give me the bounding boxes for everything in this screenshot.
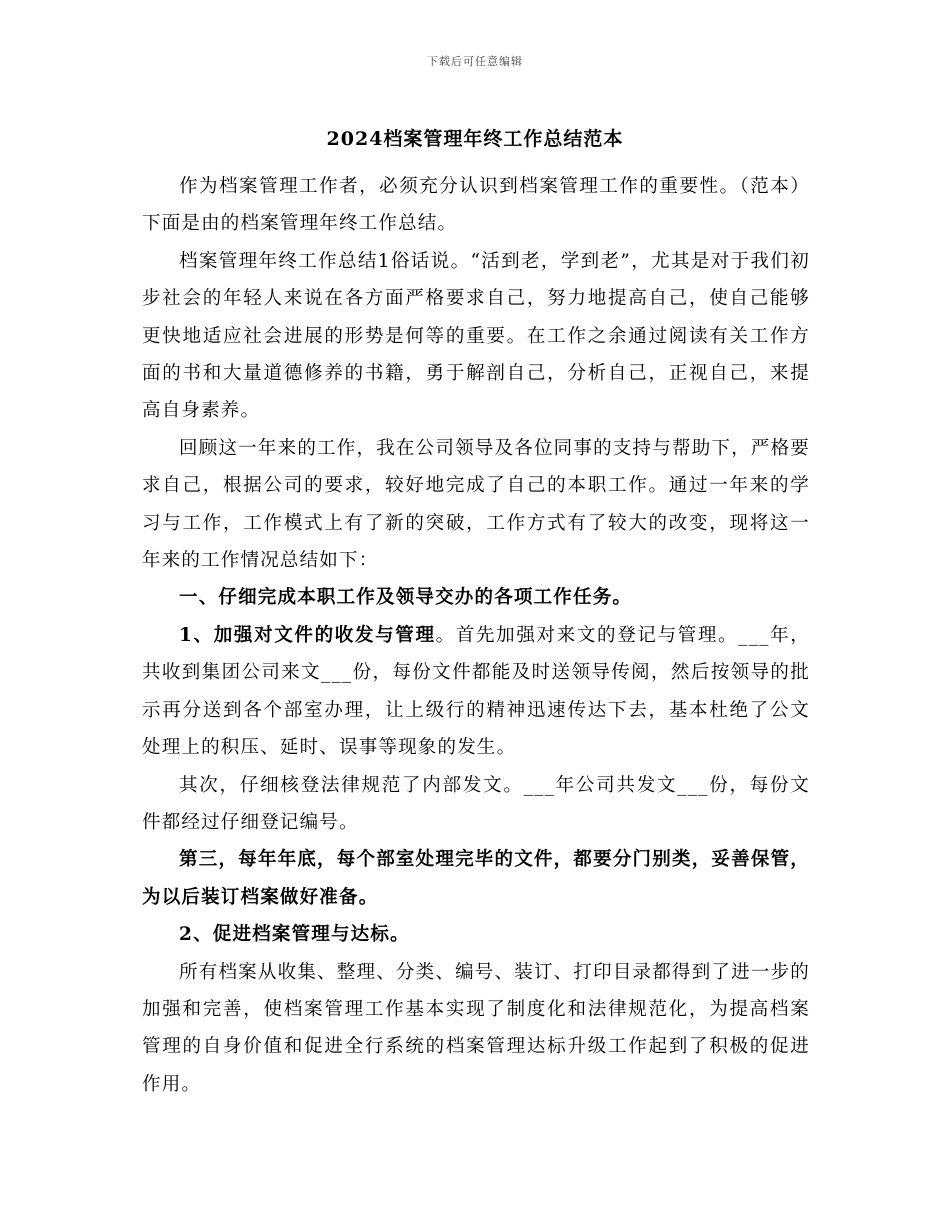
paragraph-document-management — [142, 617, 810, 767]
paragraph-archive-standard: 所有档案从收集、整理、分类、编号、装订、打印目录都得到了进一步的加强和完善，使档案管理工作基本实现了制度化和法律规范化，为提高档案管理的自身价值和促进全行系统的档案管理达标升级工作起到了积极的促进作用。 — [142, 961, 810, 1095]
paragraph-summary-1: 档案管理年终工作总结1俗话说。“活到老，学到老”，尤其是对于我们初步社会的年轻人来说在各方面严格要求自己，努力地提高自己，使自己能够更快地适应社会进展的形势是何等的重要。在工作之余通过阅读有关工作方面的书和大量道德修养的书籍，勇于解剖自己，分析自己，正视自己，来提高自身素养。 — [142, 250, 810, 422]
paragraph-year-end-bold: 第三，每年年底，每个部室处理完毕的文件，都要分门别类，妥善保管，为以后装订档案做好准备。 — [142, 849, 810, 908]
document-title: 2024档案管理年终工作总结范本 — [326, 128, 624, 150]
document-body — [142, 168, 810, 1103]
paragraph-lead-bold: 1、加强对文件的收发与管理 — [179, 624, 436, 646]
section-heading-1: 一、仔细完成本职工作及领导交办的各项工作任务。 — [179, 587, 633, 609]
page-header: 下载后可任意编辑 — [427, 55, 523, 68]
paragraph-review: 回顾这一年来的工作，我在公司领导及各位同事的支持与帮助下，严格要求自己，根据公司的要求，较好地完成了自己的本职工作。通过一年来的学习与工作，工作模式上有了新的突破，工作方式有了较大的改变，现将这一年来的工作情况总结如下： — [142, 437, 810, 572]
paragraph-internal-dispatch: 其次，仔细核登法律规范了内部发文。___年公司共发文___份，每份文件都经过仔细登记编号。 — [142, 774, 810, 833]
section-heading-2: 2、促进档案管理与达标。 — [179, 924, 410, 946]
paragraph-lead-rest: 。首先加强对来文的登记与管理。___年，共收到集团公司来文___份，每份文件都能及时送领导传阅，然后按领导的批示再分送到各个部室办理，让上级行的精神迅速传达下去，基本杜绝了公文处理上的积压、延时、误事等现象的发生。 — [142, 624, 810, 759]
paragraph-intro: 作为档案管理工作者，必须充分认识到档案管理工作的重要性。（范本）下面是由的档案管理年终工作总结。 — [142, 176, 810, 235]
